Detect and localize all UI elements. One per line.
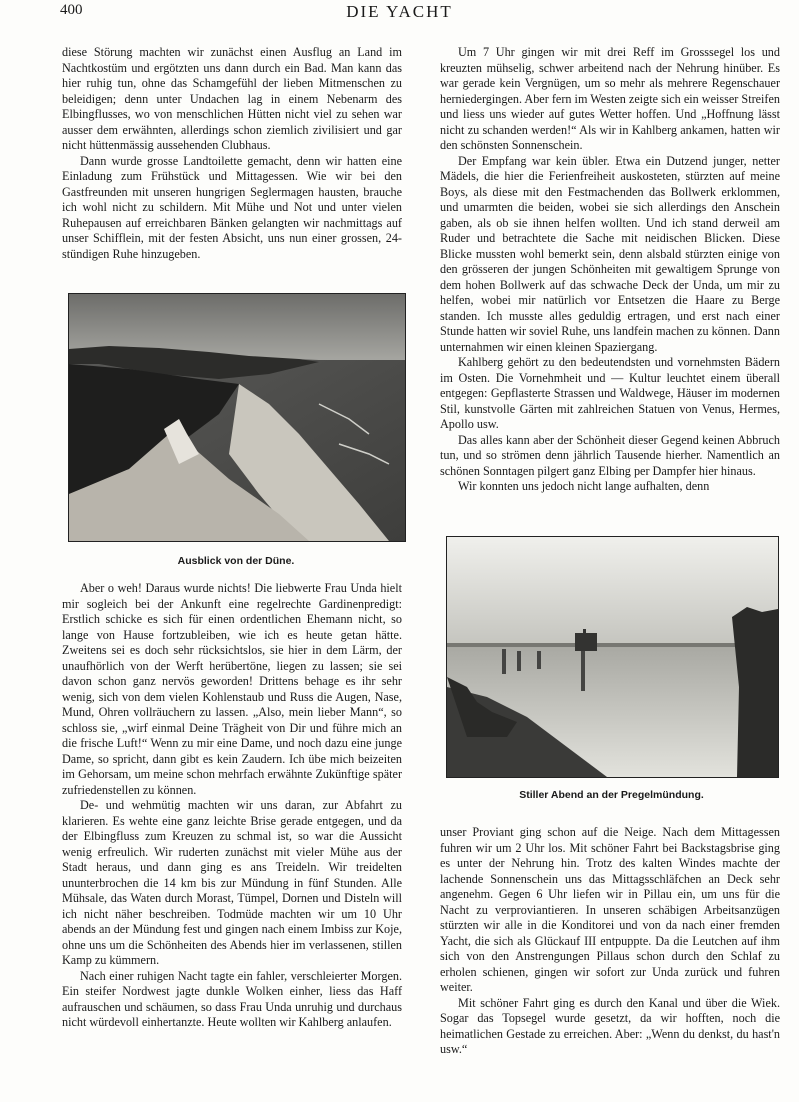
- right-column-top: [440, 45, 780, 495]
- paragraph: Aber o weh! Daraus wurde nichts! Die liebwerte Frau Unda hielt mir sogleich bei der Ankunft eine regelrechte Gardinenpredigt: Erstlich schicke es sich für einen ordentlichen Ehemann nicht, so lange von Hause fortzubleiben, wie ich es heute getan hätte. Zweitens sei es doch sehr rücksichtslos, sie hier in dem Lärm, der unaufhörlich von der Werft herübertöne, liegen zu lassen; sie sei davon schon ganz nervös geworden! Drittens behage es ihr sehr wenig, sich von dem vielen Kohlenstaub und Russ die Augen, Nase, Mund, Ohren vollräuchern zu lassen. „Also, mein lieber Mann“, so schloss sie, „wirf einmal Deine Trägheit von Dir und führe mich an die frische Luft!“ Wenn zu mir eine Dame, und noch dazu eine junge Dame, so spricht, dann gibt es kein Zaudern. Ich übe mich beizeiten im Gehorsam, um meine schon mehrfach erwähnte Zukünftige später zufriedenstellen zu können.: [62, 581, 402, 797]
- paragraph: Der Empfang war kein übler. Etwa ein Dutzend junger, netter Mädels, die hier die Ferienfreiheit auskosteten, stürzten auf meine Boys, als diese mit den Festmachenden das Bollwerk erklommen, und umarmten die beiden, wobei sie sich allerdings den Anschein gaben, als ob sie ihnen helfen wollten. Und ich stand derweil am Ruder und betrachtete die Sache mit neidischen Blicken. Diese Blicke mussten wohl bemerkt sein, denn alsbald stürzten einige von den grösseren der jungen Schönheiten mit gewaltigem Sprunge von dem hohen Bollwerk auf das schwache Deck der Unda, um mir zu helfen, wobei mir natürlich vor Entsetzen die Haare zu Berge standen. Ich musste alles geduldig ertragen, und erst nach einer Stunde hatten wir soviel Ruhe, uns landfein machen zu können. Dann unternahmen wir einen kleinen Spaziergang.: [440, 153, 780, 354]
- photo-evening-river-mouth: [446, 536, 779, 778]
- running-head: DIE YACHT: [346, 2, 453, 21]
- caption-dune: Ausblick von der Düne.: [177, 555, 295, 567]
- left-column-top: [62, 45, 402, 262]
- paragraph: Das alles kann aber der Schönheit dieser Gegend keinen Abbruch tun, und so strömen denn jährlich Tausende hierher. Namentlich an schönen Sonntagen pilgert ganz Elbing per Dampfer hier hinaus.: [440, 432, 780, 478]
- left-column-bottom: [62, 581, 402, 1031]
- paragraph: Dann wurde grosse Landtoilette gemacht, denn wir hatten eine Einladung zum Frühstück und Mittagessen. Wie wir bei den Gastfreunden mit unseren hungrigen Seglermagen hausten, brauche ich wohl nicht zu schildern. Mit Mühe und Not und unter vielen Ruhepausen auf erreichbaren Bänken gelangten wir nachmittags auf unser Schifflein, mit der festen Absicht, uns nun einer grossen, 24-stündigen Ruhe hinzugeben.: [62, 153, 402, 261]
- page-number: 400: [60, 2, 83, 18]
- paragraph: Nach einer ruhigen Nacht tagte ein fahler, verschleierter Morgen. Ein steifer Nordwest jagte dunkle Wolken einher, liess das Haff aufrauschen und schäumen, so dass Frau Unda unruhig und durchaus nicht würdevoll einhertanzte. Heute wollten wir Kahlberg anlaufen.: [62, 968, 402, 1029]
- paragraph: Mit schöner Fahrt ging es durch den Kanal und über die Wiek. Sogar das Topsegel wurde gesetzt, da wir hofften, noch die heimatlichen Gestade zu erreichen. Aber: „Wenn du denkst, du hast'n usw.“: [440, 995, 780, 1056]
- paragraph: Um 7 Uhr gingen wir mit drei Reff im Grosssegel los und kreuzten mühselig, schwer arbeitend nach der Nehrung hinüber. Es war gerade kein Vergnügen, um so mehr als mehrere Regenschauer herniedergingen. Aber fern im Westen zeigte sich ein weisser Streifen und liess uns wieder auf gutes Wetter hoffen. Und „Hoffnung lässt nicht zu schanden werden!“ Als wir in Kahlberg ankamen, hatten wir den schönsten Sonnenschein.: [440, 45, 780, 152]
- paragraph: De- und wehmütig machten wir uns daran, zur Abfahrt zu klarieren. Es wehte eine ganz leichte Brise gerade entgegen, und da der Elbingfluss zum Kreuzen zu schmal ist, so war die Aussicht wenig erfreulich. Wir ruderten zunächst mit vieler Mühe aus der Stadt heraus, und dann ging es ans Treideln. Wir treidelten ununterbrochen die 14 km bis zur Mündung in fünf Stunden. Alle Mühsale, das Waten durch Morast, Tümpel, Dornen und Disteln will ich nicht näher beschreiben. Todmüde machten wir um 10 Uhr abends an der Mündung fest und gingen nach einem Imbiss zur Koje, ohne uns um die Schönheiten des Abends hier im verlassenen, stillen Kamp zu kümmern.: [62, 798, 402, 967]
- paragraph: Kahlberg gehört zu den bedeutendsten und vornehmsten Bädern im Osten. Die Vornehmheit und — Kultur leuchtet einem überall entgegen: Gepflasterte Strassen und Waldwege, Häuser im modernen Stil, kunstvolle Gärten mit zahlreichen Statuen von Venus, Hermes, Apollo usw.: [440, 355, 780, 431]
- paragraph: unser Proviant ging schon auf die Neige. Nach dem Mittagessen fuhren wir um 2 Uhr los. Mit schöner Fahrt bei Backstagsbrise ging es unter der Nehrung hin. Trotz des kalten Windes machte der lachende Sonnenschein uns das Mittagsschläfchen an Deck sehr angenehm. Gegen 6 Uhr liefen wir in Pillau ein, um uns für die Nacht zu verproviantieren. In unseren schäbigen Arbeitsanzügen stürzten wir alle in die Konditorei und von da nach einer fremden Yacht, die sich als Glückauf III entpuppte. Da die Leutchen auf ihm sich von den Anstrengungen Pillaus schon durch den Schlaf zu erholen schienen, gingen wir sofort zur Unda zurück und fuhren weiter.: [440, 825, 780, 994]
- caption-evening: Stiller Abend an der Pregelmündung.: [519, 789, 704, 801]
- paragraph: Wir konnten uns jedoch nicht lange aufhalten, denn: [458, 479, 710, 493]
- paragraph: diese Störung machten wir zunächst einen Ausflug an Land im Nachtkostüm und ergötzten uns dann durch ein Bad. Man kann das hier ruhig tun, ohne das Schamgefühl der lieben Mitmenschen zu beleidigen; denn unter Undachen lag in einem Nebenarm des Elbingflusses, wo von menschlichen Hütten nicht viel zu sehen war ausser dem erwähnten, allerdings schon ziemlich zivilisiert und gar nicht hüttenmässig aussehenden Clubhaus.: [62, 45, 402, 152]
- photo-dune-view: [68, 293, 406, 542]
- right-column-bottom: [440, 825, 780, 1058]
